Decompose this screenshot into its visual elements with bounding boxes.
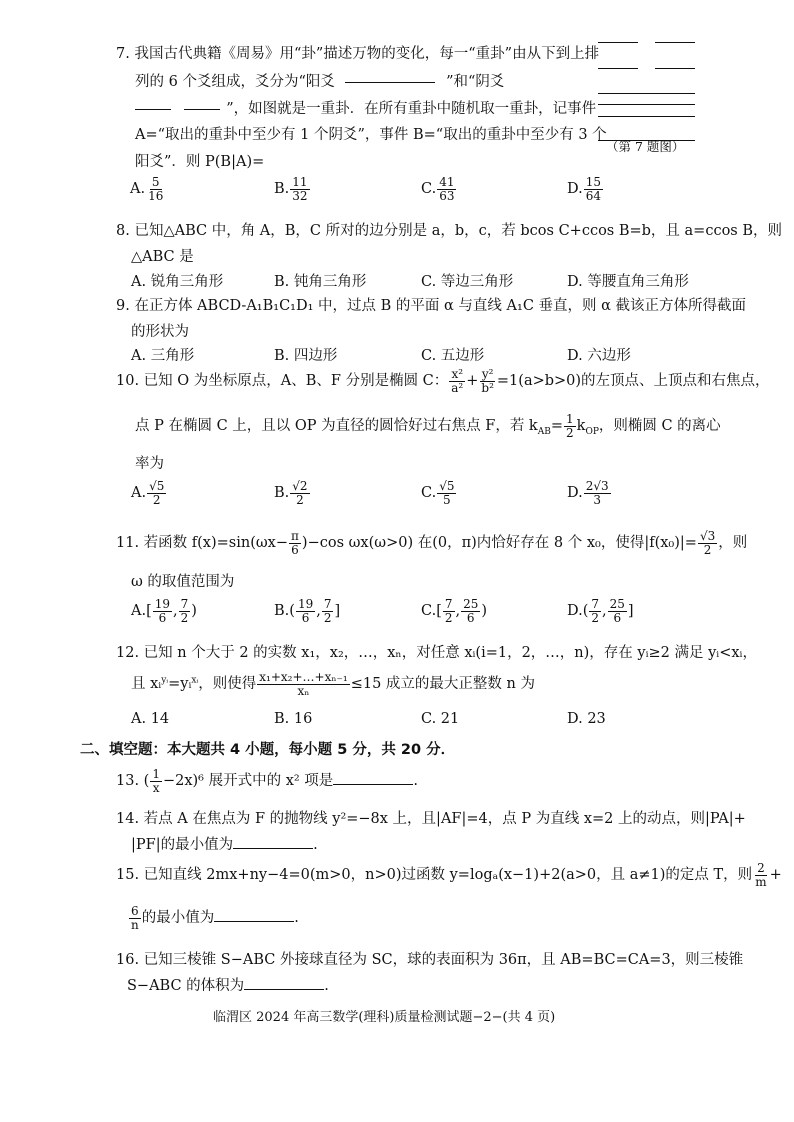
- page-footer: 临渭区 2024 年高三数学(理科)质量检测试题−2−(共 4 页): [213, 1010, 556, 1025]
- q15-line2: $\frac{6}{n}$ 的最小值为 .: [131, 904, 299, 932]
- q15-answer-blank[interactable]: [214, 909, 294, 922]
- q10-line2: 点 P 在椭圆 C 上，且以 OP 为直径的圆恰好过右焦点 F，若 $k_{AB}=$ $\frac{1}{2}$ $k_{OP}$，则椭圆 C 的离心: [135, 412, 721, 440]
- q16-line1: 16. 已知三棱锥 S−ABC 外接球直径为 SC，球的表面积为 36π，且 AB=BC=CA=3，则三棱锥: [116, 952, 744, 968]
- q8-option-a: A. 锐角三角形: [131, 274, 224, 290]
- q14-line2: |PF|的最小值为 .: [131, 837, 318, 853]
- q7-option-a: A. $\frac{5}{16}$: [130, 175, 164, 203]
- q7-option-d: D. $\frac{15}{64}$: [567, 175, 601, 203]
- section-fill-in-heading: 二、填空题：本大题共 4 小题，每小题 5 分，共 20 分．: [80, 742, 456, 758]
- q12-option-d: D. 23: [567, 711, 606, 727]
- q12-option-a: A. 14: [131, 711, 170, 727]
- q9-option-d: D. 六边形: [567, 348, 631, 364]
- yao-line-2b: [655, 68, 695, 69]
- q7-line5: 阳爻”．则 P(B|A)=: [135, 154, 265, 170]
- q11-line1: 11. 若函数 f(x)=sin(ωx− $\frac{\pi}{6}$ )−cos ωx(ω>0) 在(0，π)内恰好存在 8 个 x₀，使得|f(x₀)|= $\frac{√3}{2}$ ，则: [116, 529, 748, 557]
- q16-answer-blank[interactable]: [244, 977, 324, 990]
- yao-line-1a: [598, 42, 638, 43]
- q12-option-c: C. 21: [421, 711, 460, 727]
- q9-option-b: B. 四边形: [274, 348, 338, 364]
- q9-line1: 9. 在正方体 ABCD-A₁B₁C₁D₁ 中，过点 B 的平面 α 与直线 A₁C 垂直，则 α 截该正方体所得截面: [116, 298, 747, 314]
- q10-line3: 率为: [135, 456, 164, 472]
- q7-line1: 7. 我国古代典籍《周易》用“卦”描述万物的变化，每一“重卦”由从下到上排: [116, 46, 600, 62]
- q13-answer-blank[interactable]: [333, 772, 413, 785]
- q9-line2: 的形状为: [131, 324, 189, 340]
- q16-line2: S−ABC 的体积为 .: [127, 978, 329, 994]
- q15-line1: 15. 已知直线 2mx+ny−4=0(m>0，n>0)过函数 y=logₐ(x−1)+2(a>0，且 a≠1)的定点 T，则 $\frac{2}{m}$ +: [116, 861, 782, 889]
- q12-line1: 12. 已知 n 个大于 2 的实数 x₁，x₂，…，xₙ，对任意 xᵢ(i=1，2，…，n)，存在 yᵢ≥2 满足 yᵢ<xᵢ，: [116, 645, 757, 661]
- yao-line-4: [598, 116, 695, 117]
- yao-line-3: [598, 93, 695, 94]
- q8-option-b: B. 钝角三角形: [274, 274, 367, 290]
- q11-option-b: B.( $\frac{19}{6}$ , $\frac{7}{2}$ ]: [274, 597, 341, 625]
- q10-option-c: C. $\frac{√5}{5}$: [421, 479, 455, 507]
- q11-option-a: A.[ $\frac{19}{6}$ , $\frac{7}{2}$ ): [131, 597, 197, 625]
- q11-line2: ω 的取值范围为: [131, 574, 235, 590]
- q10-option-a: A. $\frac{√5}{2}$: [131, 479, 165, 507]
- q10-line1: 10. 已知 O 为坐标原点，A、B、F 分别是椭圆 C： $\frac{\text{x²}}{\text{a²}}$ + $\frac{\text{y²}}{\text{b²}}$ =1(a>b>0)的左顶点、上顶点和右焦点，: [116, 367, 770, 395]
- q14-line1: 14. 若点 A 在焦点为 F 的抛物线 y²=−8x 上，且|AF|=4，点 P 为直线 x=2 上的动点，则|PA|+: [116, 811, 746, 827]
- yin-yao-left: [135, 109, 171, 110]
- q9-option-c: C. 五边形: [421, 348, 485, 364]
- yao-line-6: [598, 104, 695, 105]
- q12-option-b: B. 16: [274, 711, 313, 727]
- q10-option-d: D. $\frac{2√3}{3}$: [567, 479, 609, 507]
- q11-option-c: C.[ $\frac{7}{2}$ , $\frac{25}{6}$ ): [421, 597, 488, 625]
- q8-line1: 8. 已知△ABC 中，角 A，B，C 所对的边分别是 a，b，c，若 bcos C+ccos B=b，且 a=ccos B，则: [116, 223, 783, 239]
- q8-option-c: C. 等边三角形: [421, 274, 514, 290]
- yang-yao-symbol: [345, 82, 435, 83]
- question-13: 13. ( $\frac{1}{x}$ −2x)⁶ 展开式中的 x² 项是 .: [116, 767, 418, 795]
- q11-option-d: D.( $\frac{7}{2}$ , $\frac{25}{6}$ ]: [567, 597, 634, 625]
- q7-line2: 列的 6 个爻组成，爻分为“阳爻 ”和“阴爻: [135, 74, 505, 90]
- yao-line-1b: [655, 42, 695, 43]
- q10-option-b: B. $\frac{√2}{2}$: [274, 479, 308, 507]
- q7-option-c: C. $\frac{41}{63}$: [421, 175, 455, 203]
- q8-option-d: D. 等腰直角三角形: [567, 274, 689, 290]
- q7-option-b: B. $\frac{11}{32}$: [274, 175, 308, 203]
- q9-option-a: A. 三角形: [131, 348, 195, 364]
- q8-line2: △ABC 是: [131, 249, 194, 265]
- yin-yao-right: [184, 109, 220, 110]
- q7-line4: A=“取出的重卦中至少有 1 个阴爻”，事件 B=“取出的重卦中至少有 3 个: [135, 127, 607, 143]
- q7-figure-caption: （第 7 题图）: [606, 139, 685, 154]
- q14-answer-blank[interactable]: [233, 836, 313, 849]
- q12-line2: 且 xᵢ$^{yᵢ}$=yᵢ$^{xᵢ}$，则使得 $\frac{\text{x₁+x₂+…+xₙ₋₁}}{\text{xₙ}}$ ≤15 成立的最大正整数 n 为: [131, 670, 535, 698]
- q7-line3: ”，如图就是一重卦．在所有重卦中随机取一重卦，记事件: [135, 97, 596, 118]
- yao-line-2a: [598, 68, 638, 69]
